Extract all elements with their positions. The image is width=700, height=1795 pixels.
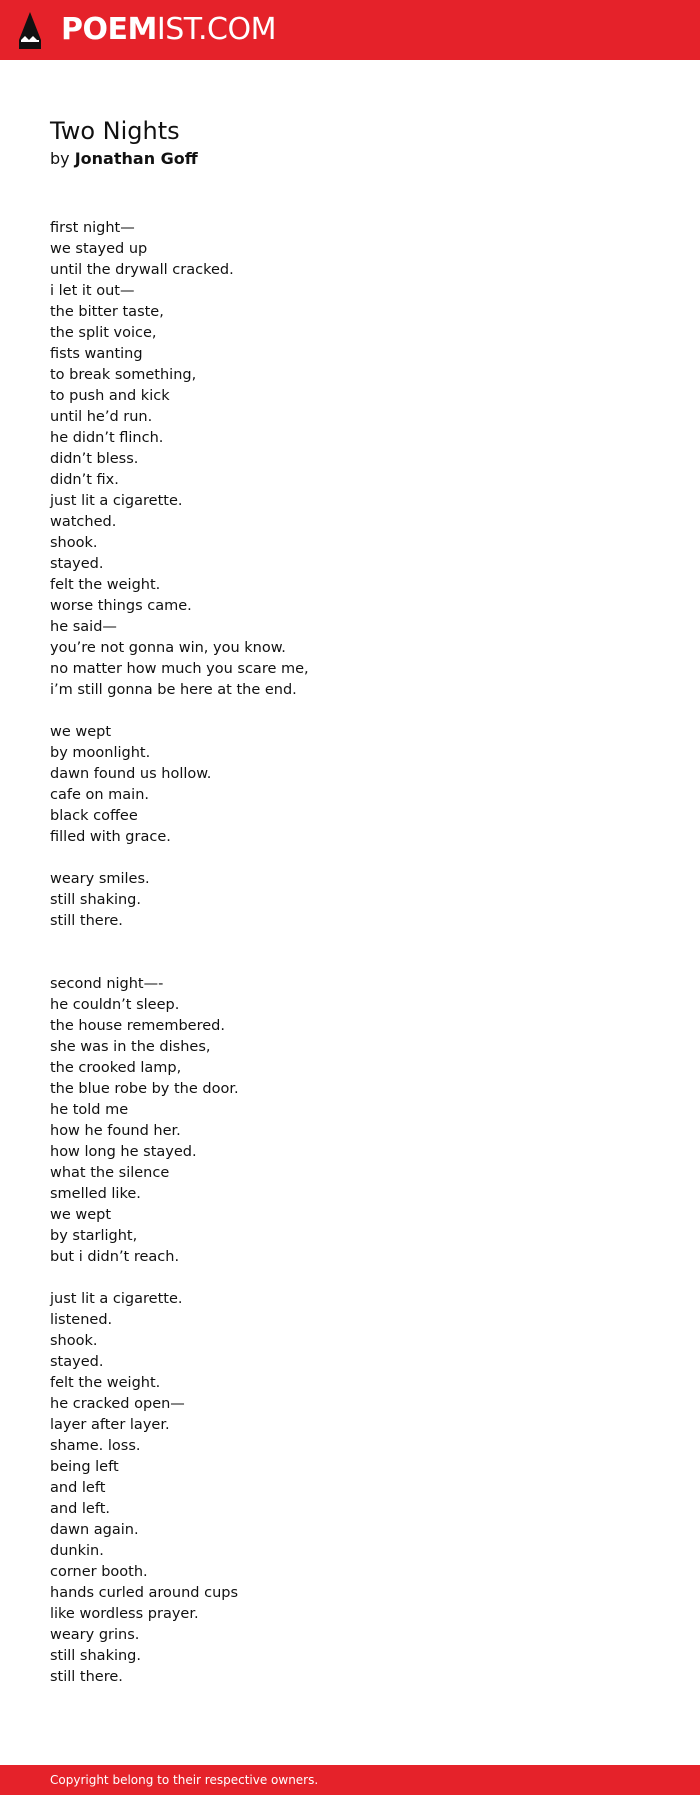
- site-header: [0, 0, 700, 60]
- poem-line: he cracked open—: [50, 1396, 185, 1412]
- poem-line: first night—: [50, 220, 135, 236]
- poem-line: felt the weight.: [50, 1375, 161, 1391]
- poem-line: i’m still gonna be here at the end.: [50, 682, 297, 698]
- poem-line: i let it out—: [50, 283, 135, 299]
- poem-line: black coffee: [50, 808, 138, 824]
- author-name: Jonathan Goff: [74, 149, 198, 168]
- poem-line: fists wanting: [50, 346, 143, 362]
- poem-line: still shaking.: [50, 892, 141, 908]
- copyright-text: Copyright belong to their respective owners.: [50, 1773, 319, 1787]
- poem-line: dunkin.: [50, 1543, 104, 1559]
- poem-line: watched.: [50, 514, 117, 530]
- poem-line: and left.: [50, 1501, 110, 1517]
- poem-line: no matter how much you scare me,: [50, 661, 309, 677]
- poem-line: he didn’t flinch.: [50, 430, 164, 446]
- poem-line: the bitter taste,: [50, 304, 164, 320]
- poem-line: he told me: [50, 1102, 129, 1118]
- stanza-break: [50, 848, 650, 869]
- poem-line: being left: [50, 1459, 119, 1475]
- poem-line: just lit a cigarette.: [50, 1291, 183, 1307]
- poem-line: corner booth.: [50, 1564, 148, 1580]
- poem-line: smelled like.: [50, 1186, 141, 1202]
- poem-line: shook.: [50, 1333, 98, 1349]
- poem-line: didn’t bless.: [50, 451, 139, 467]
- poem-line: to break something,: [50, 367, 197, 383]
- poem-line: shook.: [50, 535, 98, 551]
- poem-line: worse things came.: [50, 598, 192, 614]
- poem-line: the blue robe by the door.: [50, 1081, 239, 1097]
- byline: [50, 149, 198, 169]
- poem-line: the house remembered.: [50, 1018, 225, 1034]
- by-label: by: [50, 149, 70, 168]
- poem-line: until he’d run.: [50, 409, 153, 425]
- poem-line: by starlight,: [50, 1228, 138, 1244]
- poem-line: what the silence: [50, 1165, 170, 1181]
- poem-line: still shaking.: [50, 1648, 141, 1664]
- poem-line: weary grins.: [50, 1627, 140, 1643]
- poem-line: stayed.: [50, 556, 104, 572]
- poem-line: but i didn’t reach.: [50, 1249, 180, 1265]
- poem-body: [50, 218, 650, 1688]
- site-footer: [0, 1765, 700, 1795]
- poem-line: filled with grace.: [50, 829, 171, 845]
- poem-line: we stayed up: [50, 241, 148, 257]
- poem-line: just lit a cigarette.: [50, 493, 183, 509]
- logo-light-text: IST.COM: [156, 12, 276, 47]
- poem-line: layer after layer.: [50, 1417, 170, 1433]
- poem-line: stayed.: [50, 1354, 104, 1370]
- poem-line: we wept: [50, 1207, 112, 1223]
- stanza-break: [50, 932, 650, 953]
- poem-line: listened.: [50, 1312, 113, 1328]
- stanza-break: [50, 953, 650, 974]
- poem-line: how long he stayed.: [50, 1144, 197, 1160]
- poem-line: by moonlight.: [50, 745, 151, 761]
- poem-line: and left: [50, 1480, 106, 1496]
- poem-line: hands curled around cups: [50, 1585, 239, 1601]
- poem-line: you’re not gonna win, you know.: [50, 640, 286, 656]
- poem-line: to push and kick: [50, 388, 170, 404]
- poem-title: Two Nights: [50, 117, 180, 145]
- poem-line: he couldn’t sleep.: [50, 997, 180, 1013]
- poem-line: how he found her.: [50, 1123, 181, 1139]
- poem-line: like wordless prayer.: [50, 1606, 199, 1622]
- poem-line: we wept: [50, 724, 112, 740]
- poem-line: the split voice,: [50, 325, 157, 341]
- poem-line: the crooked lamp,: [50, 1060, 182, 1076]
- logo-bold-text: POEM: [61, 12, 157, 47]
- poem-line: second night—-: [50, 976, 164, 992]
- poem-line: felt the weight.: [50, 577, 161, 593]
- stanza-break: [50, 1268, 650, 1289]
- poem-line: she was in the dishes,: [50, 1039, 211, 1055]
- poem-line: didn’t fix.: [50, 472, 119, 488]
- poem-line: dawn found us hollow.: [50, 766, 212, 782]
- poem-line: weary smiles.: [50, 871, 150, 887]
- poem-line: still there.: [50, 913, 123, 929]
- site-logo[interactable]: [61, 12, 276, 48]
- stanza-break: [50, 701, 650, 722]
- poem-line: still there.: [50, 1669, 123, 1685]
- poem-line: shame. loss.: [50, 1438, 141, 1454]
- poem-line: dawn again.: [50, 1522, 139, 1538]
- poem-line: he said—: [50, 619, 117, 635]
- poem-line: until the drywall cracked.: [50, 262, 234, 278]
- pencil-logo-icon[interactable]: [18, 10, 42, 50]
- poem-line: cafe on main.: [50, 787, 150, 803]
